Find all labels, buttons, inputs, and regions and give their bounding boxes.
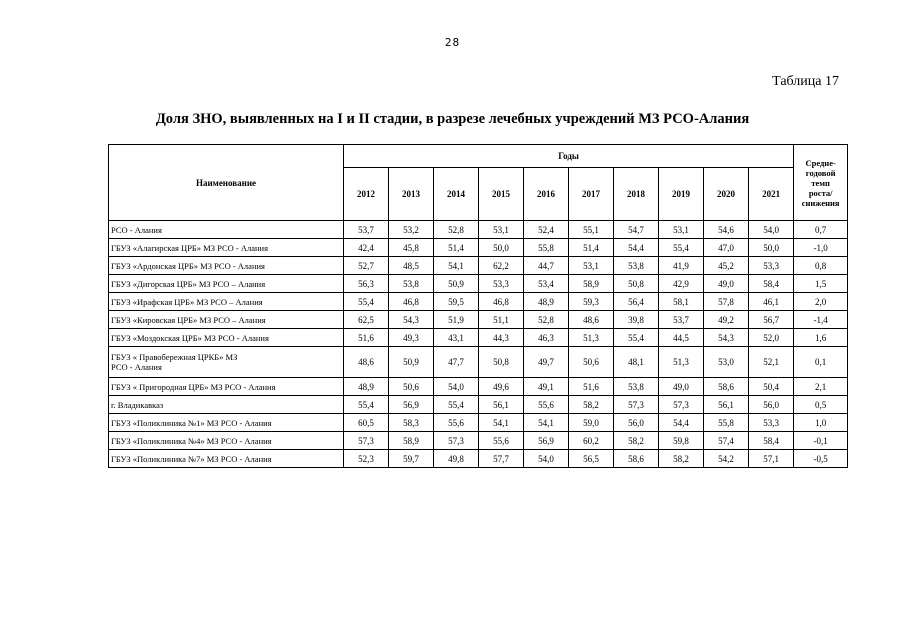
row-value: 44,7 — [524, 257, 569, 275]
row-value: 56,4 — [614, 293, 659, 311]
row-value: 57,4 — [704, 432, 749, 450]
row-value: 52,1 — [749, 347, 794, 378]
row-value: 56,7 — [749, 311, 794, 329]
row-value: 49,3 — [389, 329, 434, 347]
row-value: 48,9 — [344, 378, 389, 396]
table-row — [109, 378, 848, 396]
row-name: ГБУЗ «Поликлиника №7» МЗ РСО - Алания — [109, 450, 344, 468]
row-value: 57,1 — [749, 450, 794, 468]
row-value: 52,0 — [749, 329, 794, 347]
row-value: 55,6 — [434, 414, 479, 432]
row-value: 50,9 — [389, 347, 434, 378]
row-value: 58,2 — [569, 396, 614, 414]
row-value: 58,6 — [704, 378, 749, 396]
row-value: 60,2 — [569, 432, 614, 450]
row-value: 56,0 — [749, 396, 794, 414]
row-value: 44,3 — [479, 329, 524, 347]
page-number: 28 — [444, 36, 461, 49]
row-value: 55,4 — [344, 396, 389, 414]
table-row — [109, 311, 848, 329]
row-avg-growth: -0,5 — [794, 450, 848, 468]
row-value: 54,4 — [614, 239, 659, 257]
row-value: 56,1 — [704, 396, 749, 414]
row-value: 50,0 — [479, 239, 524, 257]
row-name: ГБУЗ «Моздокская ЦРБ» МЗ РСО - Алания — [109, 329, 344, 347]
header-name: Наименование — [109, 145, 344, 221]
row-value: 57,3 — [659, 396, 704, 414]
row-value: 49,6 — [479, 378, 524, 396]
row-value: 43,1 — [434, 329, 479, 347]
row-value: 58,9 — [389, 432, 434, 450]
row-value: 57,8 — [704, 293, 749, 311]
table-row — [109, 396, 848, 414]
row-name: ГБУЗ «Ардонская ЦРБ» МЗ РСО - Алания — [109, 257, 344, 275]
row-value: 44,5 — [659, 329, 704, 347]
row-value: 53,1 — [479, 221, 524, 239]
row-value: 58,2 — [614, 432, 659, 450]
row-name: РСО - Алания — [109, 221, 344, 239]
header-year: 2019 — [659, 167, 704, 220]
header-year: 2020 — [704, 167, 749, 220]
row-value: 58,4 — [749, 275, 794, 293]
row-value: 54,0 — [524, 450, 569, 468]
row-value: 59,3 — [569, 293, 614, 311]
row-value: 45,8 — [389, 239, 434, 257]
row-value: 52,3 — [344, 450, 389, 468]
row-value: 47,0 — [704, 239, 749, 257]
row-avg-growth: -1,0 — [794, 239, 848, 257]
row-value: 56,1 — [479, 396, 524, 414]
row-value: 55,8 — [704, 414, 749, 432]
table-row — [109, 257, 848, 275]
table-row — [109, 221, 848, 239]
row-value: 51,4 — [569, 239, 614, 257]
row-value: 53,8 — [614, 257, 659, 275]
table-label: Таблица 17 — [772, 74, 839, 89]
row-value: 55,6 — [524, 396, 569, 414]
row-name: ГБУЗ « Пригородная ЦРБ» МЗ РСО - Алания — [109, 378, 344, 396]
row-value: 46,1 — [749, 293, 794, 311]
row-value: 55,8 — [524, 239, 569, 257]
row-value: 39,8 — [614, 311, 659, 329]
row-value: 53,3 — [749, 414, 794, 432]
table-row — [109, 347, 848, 378]
header-year: 2021 — [749, 167, 794, 220]
row-value: 62,2 — [479, 257, 524, 275]
row-value: 47,7 — [434, 347, 479, 378]
row-avg-growth: 0,7 — [794, 221, 848, 239]
row-value: 52,4 — [524, 221, 569, 239]
table-row — [109, 329, 848, 347]
row-name: ГБУЗ « Правобережная ЦРКБ» МЗ РСО - Алания — [109, 347, 344, 378]
row-value: 55,6 — [479, 432, 524, 450]
row-name: ГБУЗ «Поликлиника №1» МЗ РСО - Алания — [109, 414, 344, 432]
row-value: 46,3 — [524, 329, 569, 347]
row-value: 58,9 — [569, 275, 614, 293]
row-value: 58,1 — [659, 293, 704, 311]
row-value: 52,7 — [344, 257, 389, 275]
row-value: 57,3 — [434, 432, 479, 450]
row-avg-growth: 1,0 — [794, 414, 848, 432]
row-value: 51,6 — [569, 378, 614, 396]
table-row — [109, 432, 848, 450]
row-avg-growth: 1,5 — [794, 275, 848, 293]
table-row — [109, 293, 848, 311]
row-value: 57,3 — [614, 396, 659, 414]
row-value: 53,8 — [614, 378, 659, 396]
row-value: 62,5 — [344, 311, 389, 329]
row-value: 50,0 — [749, 239, 794, 257]
header-year: 2015 — [479, 167, 524, 220]
table-row — [109, 275, 848, 293]
row-value: 48,9 — [524, 293, 569, 311]
row-value: 51,3 — [659, 347, 704, 378]
row-name: ГБУЗ «Кировская ЦРБ» МЗ РСО – Алания — [109, 311, 344, 329]
row-value: 53,7 — [344, 221, 389, 239]
row-value: 58,4 — [749, 432, 794, 450]
row-value: 46,8 — [479, 293, 524, 311]
row-avg-growth: 0,5 — [794, 396, 848, 414]
row-avg-growth: -0,1 — [794, 432, 848, 450]
row-value: 56,9 — [524, 432, 569, 450]
row-name: ГБУЗ «Алагирская ЦРБ» МЗ РСО - Алания — [109, 239, 344, 257]
row-value: 51,6 — [344, 329, 389, 347]
row-value: 53,0 — [704, 347, 749, 378]
row-value: 59,7 — [389, 450, 434, 468]
row-value: 55,4 — [659, 239, 704, 257]
row-value: 60,5 — [344, 414, 389, 432]
row-value: 59,8 — [659, 432, 704, 450]
row-value: 53,8 — [389, 275, 434, 293]
row-name: ГБУЗ «Ирафская ЦРБ» МЗ РСО – Алания — [109, 293, 344, 311]
row-value: 51,1 — [479, 311, 524, 329]
row-value: 52,8 — [524, 311, 569, 329]
row-value: 58,2 — [659, 450, 704, 468]
row-avg-growth: 2,1 — [794, 378, 848, 396]
row-avg-growth: 0,8 — [794, 257, 848, 275]
row-value: 51,3 — [569, 329, 614, 347]
header-year: 2012 — [344, 167, 389, 220]
data-table — [108, 144, 848, 468]
row-value: 42,4 — [344, 239, 389, 257]
table-row — [109, 414, 848, 432]
header-year: 2013 — [389, 167, 434, 220]
row-value: 50,6 — [569, 347, 614, 378]
table-row — [109, 450, 848, 468]
row-value: 54,1 — [479, 414, 524, 432]
row-value: 48,6 — [569, 311, 614, 329]
header-years: Годы — [344, 145, 794, 168]
row-value: 50,8 — [614, 275, 659, 293]
row-value: 50,8 — [479, 347, 524, 378]
row-value: 54,1 — [524, 414, 569, 432]
row-value: 54,2 — [704, 450, 749, 468]
row-value: 48,1 — [614, 347, 659, 378]
row-value: 56,0 — [614, 414, 659, 432]
row-value: 54,0 — [749, 221, 794, 239]
row-value: 49,0 — [659, 378, 704, 396]
row-value: 51,4 — [434, 239, 479, 257]
row-value: 54,4 — [659, 414, 704, 432]
row-value: 42,9 — [659, 275, 704, 293]
row-value: 50,9 — [434, 275, 479, 293]
row-value: 49,0 — [704, 275, 749, 293]
header-year: 2017 — [569, 167, 614, 220]
header-year: 2018 — [614, 167, 659, 220]
row-value: 46,8 — [389, 293, 434, 311]
row-value: 50,6 — [389, 378, 434, 396]
row-value: 58,3 — [389, 414, 434, 432]
row-value: 59,0 — [569, 414, 614, 432]
row-value: 59,5 — [434, 293, 479, 311]
row-avg-growth: 1,6 — [794, 329, 848, 347]
row-value: 49,8 — [434, 450, 479, 468]
row-value: 53,4 — [524, 275, 569, 293]
table-row — [109, 239, 848, 257]
row-value: 56,3 — [344, 275, 389, 293]
row-value: 56,5 — [569, 450, 614, 468]
row-value: 45,2 — [704, 257, 749, 275]
header-avg-growth: Средне- годовой темп роста/ снижения — [794, 145, 848, 221]
row-value: 54,3 — [704, 329, 749, 347]
row-value: 55,4 — [344, 293, 389, 311]
row-value: 55,1 — [569, 221, 614, 239]
row-value: 54,6 — [704, 221, 749, 239]
row-value: 53,3 — [479, 275, 524, 293]
row-value: 51,9 — [434, 311, 479, 329]
row-value: 48,5 — [389, 257, 434, 275]
row-value: 53,7 — [659, 311, 704, 329]
row-name: г. Владикавказ — [109, 396, 344, 414]
row-name: ГБУЗ «Дигорская ЦРБ» МЗ РСО – Алания — [109, 275, 344, 293]
header-year: 2014 — [434, 167, 479, 220]
row-avg-growth: -1,4 — [794, 311, 848, 329]
row-value: 58,6 — [614, 450, 659, 468]
row-value: 56,9 — [389, 396, 434, 414]
row-value: 53,1 — [659, 221, 704, 239]
row-value: 49,1 — [524, 378, 569, 396]
row-value: 57,3 — [344, 432, 389, 450]
row-value: 52,8 — [434, 221, 479, 239]
header-year: 2016 — [524, 167, 569, 220]
row-value: 54,1 — [434, 257, 479, 275]
row-value: 55,4 — [614, 329, 659, 347]
row-value: 41,9 — [659, 257, 704, 275]
table-title: Доля ЗНО, выявленных на I и II стадии, в разрезе лечебных учреждений МЗ РСО-Алания — [155, 111, 750, 127]
row-value: 54,3 — [389, 311, 434, 329]
row-value: 54,0 — [434, 378, 479, 396]
row-value: 49,2 — [704, 311, 749, 329]
row-name: ГБУЗ «Поликлиника №4» МЗ РСО - Алания — [109, 432, 344, 450]
row-value: 48,6 — [344, 347, 389, 378]
row-avg-growth: 2,0 — [794, 293, 848, 311]
row-avg-growth: 0,1 — [794, 347, 848, 378]
row-value: 49,7 — [524, 347, 569, 378]
row-value: 57,7 — [479, 450, 524, 468]
row-value: 50,4 — [749, 378, 794, 396]
row-value: 53,2 — [389, 221, 434, 239]
row-value: 54,7 — [614, 221, 659, 239]
row-value: 55,4 — [434, 396, 479, 414]
row-value: 53,1 — [569, 257, 614, 275]
row-value: 53,3 — [749, 257, 794, 275]
